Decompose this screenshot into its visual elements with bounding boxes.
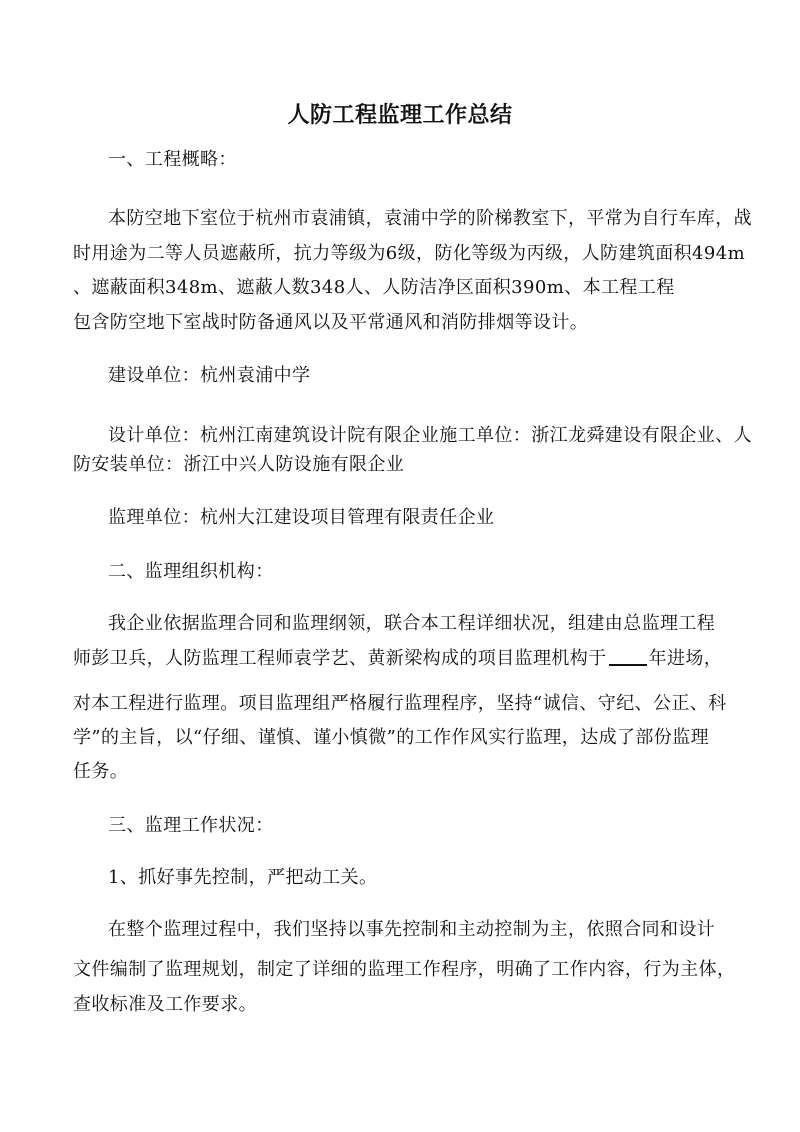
work-line-1: 在整个监理过程中，我们坚持以事先控制和主动控制为主，依照合同和设计 [108, 919, 716, 940]
section-heading-work-status: 三、监理工作状况： [108, 815, 274, 836]
document-title: 人防工程监理工作总结 [287, 102, 513, 128]
builder-unit: 建设单位：杭州袁浦中学 [108, 365, 311, 386]
work-line-3: 查收标准及工作要求。 [73, 994, 257, 1015]
designer-line-1: 设计单位：杭州江南建筑设计院有限企业施工单位：浙江龙舜建设有限企业、人 [108, 425, 752, 446]
section-heading-overview: 一、工程概略： [108, 149, 237, 170]
organization-line-3: 对本工程进行监理。项目监理组严格履行监理程序，坚持“诚信、守纪、公正、科 [73, 693, 727, 714]
designer-line-2: 防安装单位：浙江中兴人防设施有限企业 [73, 454, 405, 475]
organization-line-4: 学”的主旨，以“仔细、谨慎、谨小慎微”的工作作风实行监理，达成了部份监理 [73, 727, 710, 748]
organization-line-2 [73, 647, 722, 671]
overview-line-4: 包含防空地下室战时防备通风以及平常通风和消防排烟等设计。 [73, 312, 589, 333]
overview-line-2: 时用途为二等人员遮蔽所，抗力等级为6级，防化等级为丙级，人防建筑面积494m [73, 243, 746, 264]
work-line-2: 文件编制了监理规划，制定了详细的监理工作程序，明确了工作内容，行为主体， [73, 959, 736, 980]
organization-line-2-tail: 年进场， [648, 648, 723, 669]
overview-line-3: 、遮蔽面积348m、遮蔽人数348人、人防洁净区面积390m、本工程工程 [73, 277, 675, 298]
organization-line-5: 任务。 [73, 761, 129, 782]
subsection-pre-control: 1、抓好事先控制，严把动工关。 [108, 867, 378, 888]
supervisor-unit: 监理单位：杭州大江建设项目管理有限责任企业 [108, 507, 495, 528]
section-heading-organization: 二、监理组织机构： [108, 561, 274, 582]
overview-line-1: 本防空地下室位于杭州市袁浦镇，袁浦中学的阶梯教室下，平常为自行车库，战 [108, 208, 752, 229]
year-blank-underline [609, 648, 647, 666]
organization-line-2-text: 师彭卫兵，人防监理工程师袁学艺、黄新梁构成的项目监理机构于 [73, 648, 607, 669]
organization-line-1: 我企业依据监理合同和监理纲领，联合本工程详细状况，组建由总监理工程 [108, 613, 716, 634]
